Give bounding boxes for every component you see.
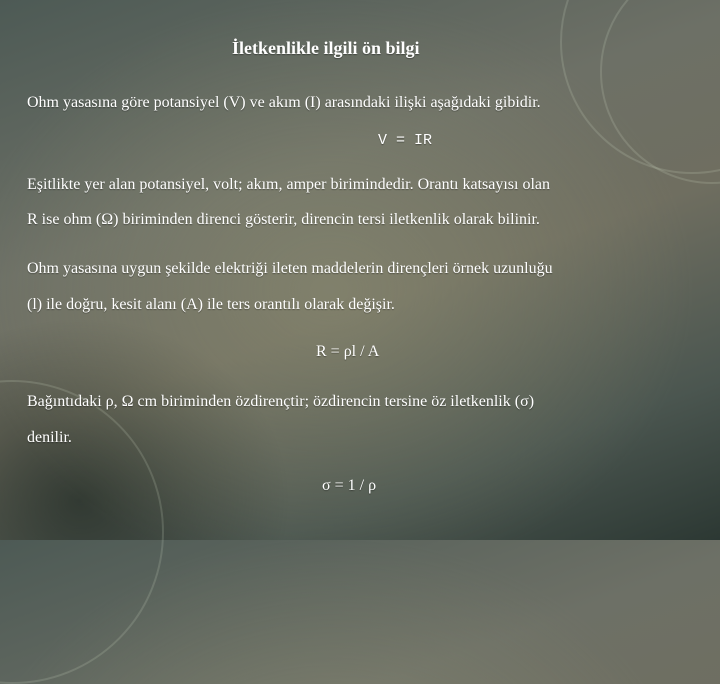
paragraph-ohm-law: Ohm yasasına göre potansiyel (V) ve akım (I) arasındaki ilişki aşağıdaki gibidir. [27, 94, 541, 111]
decorative-ring [0, 380, 164, 684]
paragraph-resistivity-line-2: denilir. [27, 429, 72, 446]
page-title: İletkenlikle ilgili ön bilgi [232, 38, 420, 58]
equation-resistance: R = ρl / A [316, 343, 380, 360]
equation-ohm: V = IR [378, 132, 433, 149]
paragraph-resistance-line-2: (l) ile doğru, kesit alanı (A) ile ters orantılı olarak değişir. [27, 296, 395, 313]
paragraph-resistivity-line-1: Bağıntıdaki ρ, Ω cm biriminden özdirençtir; özdirencin tersine öz iletkenlik (σ) [27, 393, 535, 410]
paragraph-units-line-2: R ise ohm (Ω) biriminden direnci gösterir, direncin tersi iletkenlik olarak bilinir. [27, 211, 540, 228]
paragraph-resistance-line-1: Ohm yasasına uygun şekilde elektriği ileten maddelerin dirençleri örnek uzunluğu [27, 260, 553, 277]
equation-conductivity: σ = 1 / ρ [322, 477, 377, 494]
decorative-ring [600, 0, 720, 184]
paragraph-units-line-1: Eşitlikte yer alan potansiyel, volt; akım, amper birimindedir. Orantı katsayısı olan [27, 176, 550, 193]
